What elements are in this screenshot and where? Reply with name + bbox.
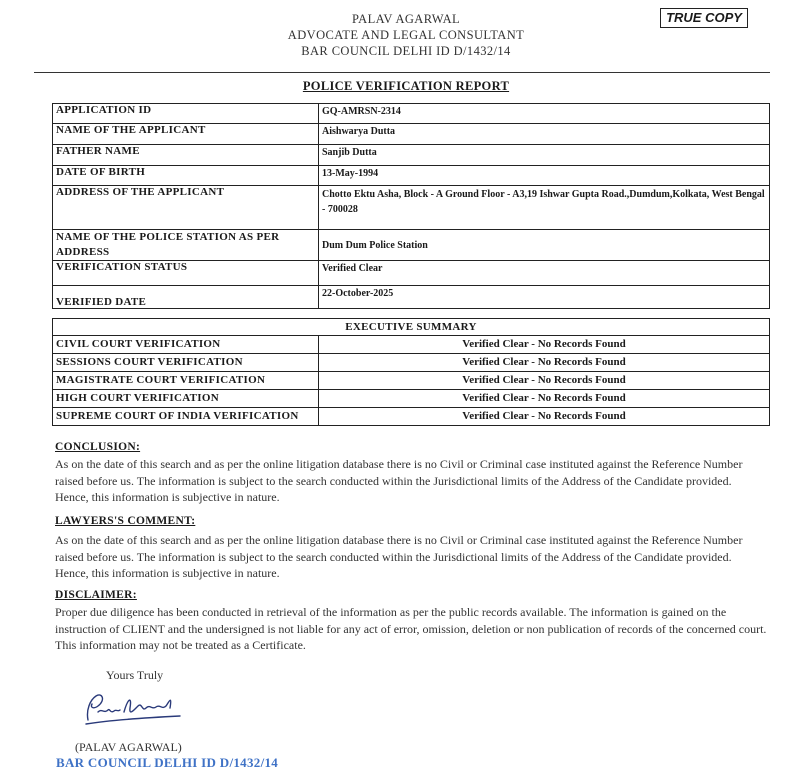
detail-value: Sanjib Dutta <box>319 145 770 166</box>
detail-label: NAME OF THE POLICE STATION AS PER ADDRESS <box>53 230 319 261</box>
disclaimer-heading: DISCLAIMER: <box>55 589 137 601</box>
applicant-details-table <box>52 103 770 309</box>
summary-label: HIGH COURT VERIFICATION <box>53 390 319 408</box>
table-row <box>53 408 770 426</box>
detail-label: NAME OF THE APPLICANT <box>53 124 319 145</box>
disclaimer-text: Proper due diligence has been conducted in retrieval of the information as per the public records available. The information is gained on the instruction of CLIENT and the undersigned is not liable for any act of error, omission, deletion or non publication of records of the concerned court. This information may not be treated as a Certificate. <box>55 605 767 652</box>
summary-value: Verified Clear - No Records Found <box>319 354 770 372</box>
table-row <box>53 390 770 408</box>
detail-label: ADDRESS OF THE APPLICANT <box>53 186 319 230</box>
summary-value: Verified Clear - No Records Found <box>319 390 770 408</box>
lawyers-comment-heading: LAWYERS'S COMMENT: <box>55 515 196 527</box>
table-row <box>53 261 770 286</box>
header-divider <box>34 72 770 73</box>
true-copy-stamp: TRUE COPY <box>660 8 748 28</box>
summary-label: MAGISTRATE COURT VERIFICATION <box>53 372 319 390</box>
detail-value: 13-May-1994 <box>319 166 770 186</box>
detail-value: Dum Dum Police Station <box>319 230 770 261</box>
table-row <box>53 336 770 354</box>
detail-label: DATE OF BIRTH <box>53 166 319 186</box>
table-row <box>53 166 770 186</box>
summary-value: Verified Clear - No Records Found <box>319 372 770 390</box>
detail-label: VERIFIED DATE <box>53 286 319 309</box>
summary-label: CIVIL COURT VERIFICATION <box>53 336 319 354</box>
table-row <box>53 354 770 372</box>
table-row <box>53 145 770 166</box>
signatory-name: (PALAV AGARWAL) <box>75 740 182 754</box>
summary-title: EXECUTIVE SUMMARY <box>53 319 770 336</box>
summary-value: Verified Clear - No Records Found <box>319 408 770 426</box>
table-row <box>53 104 770 124</box>
detail-label: FATHER NAME <box>53 145 319 166</box>
detail-value: Chotto Ektu Asha, Block - A Ground Floor - A3,19 Ishwar Gupta Road.,Dumdum,Kolkata, West Bengal - 700028 <box>319 186 770 230</box>
advocate-designation: ADVOCATE AND LEGAL CONSULTANT <box>287 28 525 42</box>
advocate-bar-id: BAR COUNCIL DELHI ID D/1432/14 <box>301 44 511 58</box>
detail-label: APPLICATION ID <box>53 104 319 124</box>
signatory-bar-id: BAR COUNCIL DELHI ID D/1432/14 <box>56 755 279 770</box>
table-row <box>53 124 770 145</box>
table-row <box>53 372 770 390</box>
summary-label: SESSIONS COURT VERIFICATION <box>53 354 319 372</box>
report-title: POLICE VERIFICATION REPORT <box>302 79 510 93</box>
closing-salutation: Yours Truly <box>106 668 164 682</box>
summary-value: Verified Clear - No Records Found <box>319 336 770 354</box>
conclusion-heading: CONCLUSION: <box>55 441 141 453</box>
signature <box>80 690 190 730</box>
lawyers-comment-text: As on the date of this search and as per the online litigation database there is no Civil or Criminal case instituted against the Reference Number raised before us. The information is subject to the search conducted within the Jurisdictional limits of the Address of the Candidate provided. Hence, this information is subjective in nature. <box>55 533 743 580</box>
detail-value: GQ-AMRSN-2314 <box>319 104 770 124</box>
conclusion-text: As on the date of this search and as per the online litigation database there is no Civil or Criminal case instituted against the Reference Number raised before us. The information is subject to the search conducted within the Jurisdictional limits of the Address of the Candidate provided. Hence, this information is subjective in nature. <box>55 457 743 504</box>
detail-value: Verified Clear <box>319 261 770 286</box>
advocate-name: PALAV AGARWAL <box>351 12 461 26</box>
table-row <box>53 286 770 309</box>
detail-label: VERIFICATION STATUS <box>53 261 319 286</box>
detail-value: 22-October-2025 <box>319 286 770 309</box>
executive-summary-table <box>52 318 770 426</box>
detail-value: Aishwarya Dutta <box>319 124 770 145</box>
table-row <box>53 186 770 230</box>
table-row <box>53 230 770 261</box>
summary-label: SUPREME COURT OF INDIA VERIFICATION <box>53 408 319 426</box>
table-header-row <box>53 319 770 336</box>
